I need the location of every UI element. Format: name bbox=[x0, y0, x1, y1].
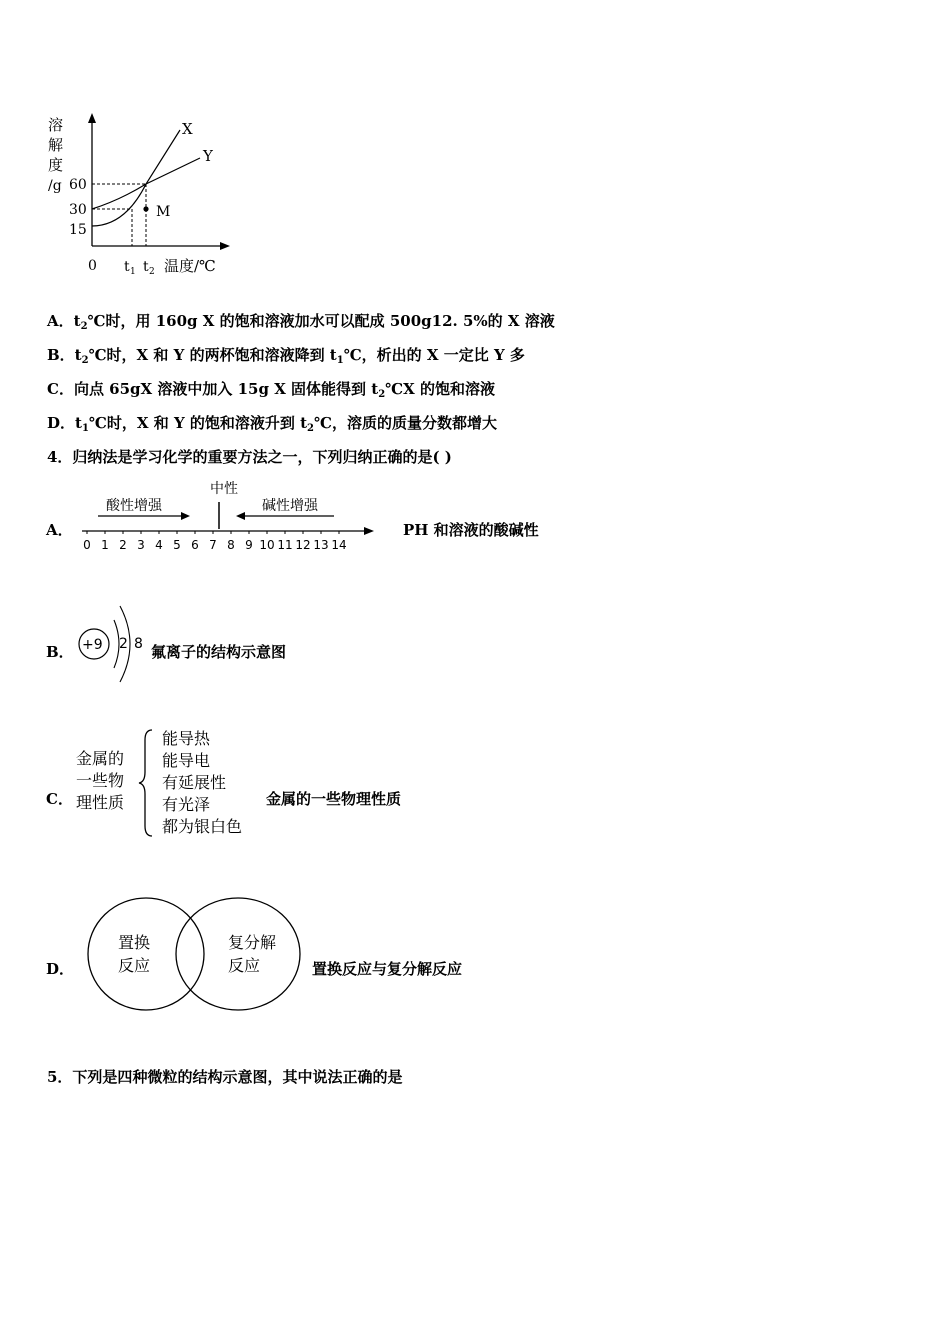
ytick-30: 30 bbox=[69, 202, 87, 218]
ph-tick-label: 4 bbox=[155, 538, 163, 552]
venn-right-line2: 反应 bbox=[228, 956, 261, 975]
brace-icon bbox=[136, 728, 156, 838]
ph-tick-label: 3 bbox=[137, 538, 145, 552]
metal-left-label: 金属的 一些物 理性质 bbox=[76, 749, 125, 812]
option-b[interactable]: B．$t_2℃$时，X 和 Y 的两杯饱和溶液降到 $t_1℃$，析出的 X 一定比 Y 多 bbox=[47, 346, 525, 366]
ph-tick-label: 9 bbox=[245, 538, 253, 552]
option-c[interactable]: C．向点 65gX 溶液中加入 15g X 固体能得到 $t_2℃X$ 的饱和溶液 bbox=[47, 380, 496, 400]
ph-acid-label: 酸性增强 bbox=[106, 498, 162, 514]
option-d[interactable]: D．$t_1℃$时，X 和 Y 的饱和溶液升到 $t_2℃$，溶质的质量分数都增大 bbox=[47, 414, 497, 434]
ph-tick-label: 0 bbox=[83, 538, 91, 552]
ph-scale-diagram bbox=[78, 478, 378, 554]
point-m-label: M bbox=[156, 204, 171, 220]
venn-left-circle bbox=[88, 898, 204, 1010]
xtick-0: 0 bbox=[88, 258, 97, 274]
ph-tick-label: 10 bbox=[259, 538, 275, 552]
ph-tick-label: 2 bbox=[119, 538, 127, 552]
point-m bbox=[143, 206, 148, 211]
ph-neutral-label: 中性 bbox=[210, 481, 238, 497]
ylabel-4: /g bbox=[48, 178, 62, 194]
q4-option-c-caption: 金属的一些物理性质 bbox=[266, 790, 402, 808]
metal-property: 能导电 bbox=[162, 751, 211, 770]
option-a[interactable]: A．$t_2℃$时，用 160g X 的饱和溶液加水可以配成 500g12. 5%的 X 溶液 bbox=[47, 312, 555, 332]
ph-tick-label: 8 bbox=[227, 538, 235, 552]
xtick-t2-sub: 2 bbox=[149, 267, 155, 277]
question-4-stem: 4．归纳法是学习化学的重要方法之一，下列归纳正确的是( ) bbox=[47, 448, 452, 466]
ph-tick-label: 11 bbox=[277, 538, 293, 552]
metal-property: 都为银白色 bbox=[162, 817, 243, 836]
q4-option-a-letter[interactable]: A． bbox=[46, 521, 73, 539]
curve-x-label: X bbox=[182, 120, 193, 138]
ylabel-3: 度 bbox=[48, 156, 64, 174]
metal-property: 有延展性 bbox=[162, 773, 227, 792]
solubility-graph bbox=[40, 110, 240, 280]
ytick-15: 15 bbox=[69, 222, 87, 238]
venn-right-circle bbox=[176, 898, 300, 1010]
question-5-stem: 5．下列是四种微粒的结构示意图，其中说法正确的是 bbox=[47, 1068, 403, 1086]
ph-tick-label: 7 bbox=[209, 538, 217, 552]
ph-tick-label: 1 bbox=[101, 538, 109, 552]
q4-option-a-caption: PH 和溶液的酸碱性 bbox=[403, 521, 539, 539]
metal-property: 有光泽 bbox=[162, 795, 211, 814]
q4-option-d-caption: 置换反应与复分解反应 bbox=[312, 960, 463, 978]
shell-1-electrons: 2 bbox=[119, 636, 128, 652]
ph-tick-label: 13 bbox=[313, 538, 329, 552]
ph-tick-label: 6 bbox=[191, 538, 199, 552]
x-axis-arrow bbox=[220, 242, 230, 250]
y-axis-arrow bbox=[88, 113, 96, 123]
ph-base-label: 碱性增强 bbox=[262, 498, 318, 514]
ph-tick-label: 14 bbox=[331, 538, 347, 552]
q4-option-b-letter[interactable]: B． bbox=[46, 643, 74, 661]
metal-properties-list bbox=[162, 728, 242, 838]
venn-left-line1: 置换 bbox=[118, 933, 151, 952]
q4-option-c-letter[interactable]: C． bbox=[46, 790, 73, 808]
reaction-venn-diagram bbox=[86, 894, 306, 1014]
xtick-t1-sub: 1 bbox=[130, 267, 136, 277]
q4-option-b-caption: 氟离子的结构示意图 bbox=[151, 643, 287, 661]
ylabel-2: 解 bbox=[48, 136, 64, 154]
xtick-t1: t bbox=[124, 259, 130, 275]
venn-left-line2: 反应 bbox=[118, 956, 151, 975]
curve-y-label: Y bbox=[203, 147, 213, 165]
xlabel: 温度/℃ bbox=[164, 257, 216, 275]
venn-right-line1: 复分解 bbox=[228, 933, 277, 952]
ylabel-1: 溶 bbox=[48, 116, 64, 134]
metal-property: 能导热 bbox=[162, 729, 211, 748]
ph-ticks bbox=[83, 531, 346, 552]
shell-2-electrons: 8 bbox=[134, 636, 143, 652]
fluoride-ion-diagram bbox=[74, 598, 154, 686]
ph-tick-label: 5 bbox=[173, 538, 181, 552]
ph-tick-label: 12 bbox=[295, 538, 311, 552]
nucleus-charge: +9 bbox=[82, 637, 103, 653]
xtick-t2: t bbox=[143, 259, 149, 275]
q4-option-d-letter[interactable]: D． bbox=[46, 960, 75, 978]
ytick-60: 60 bbox=[69, 177, 87, 193]
